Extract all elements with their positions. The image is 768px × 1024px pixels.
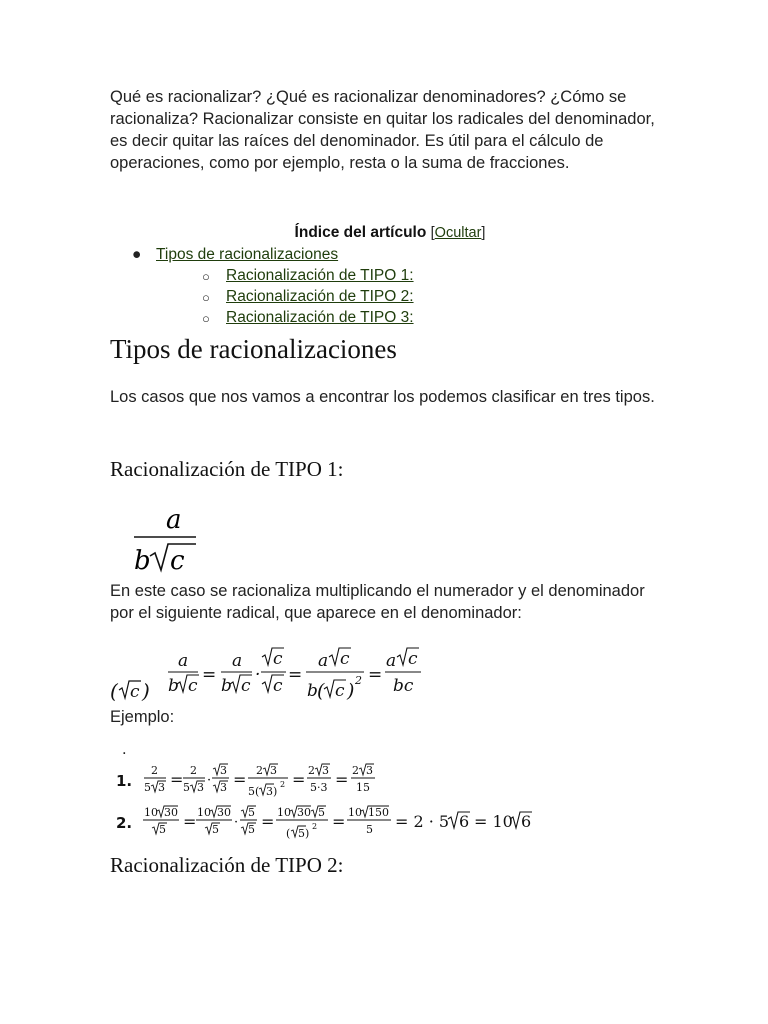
svg-text:(: ( xyxy=(110,679,118,703)
svg-text:2: 2 xyxy=(355,674,362,687)
svg-text:3): 3) xyxy=(266,785,278,798)
svg-text:bc: bc xyxy=(393,676,414,696)
svg-text:c: c xyxy=(340,649,350,669)
svg-text:2: 2 xyxy=(308,764,315,777)
svg-text:=: = xyxy=(292,770,306,789)
tipo1-formula xyxy=(126,500,216,578)
svg-text:=: = xyxy=(233,770,247,789)
toc-subitem xyxy=(110,265,670,286)
svg-text:=: = xyxy=(335,770,349,789)
svg-text:c: c xyxy=(273,649,283,669)
toc-title: Índice del artículo xyxy=(294,224,427,241)
svg-text:= 10: = 10 xyxy=(474,812,513,831)
svg-text:=: = xyxy=(202,665,217,685)
svg-text:30: 30 xyxy=(297,806,311,819)
svg-text:·: · xyxy=(234,815,239,830)
svg-text:): ) xyxy=(142,679,150,703)
svg-text:=: = xyxy=(261,812,275,831)
formula-numerator: a xyxy=(166,505,182,535)
svg-text:2: 2 xyxy=(256,764,263,777)
svg-text:3: 3 xyxy=(270,764,277,777)
bullet-circle-icon: ○ xyxy=(202,269,210,284)
svg-text:30: 30 xyxy=(164,806,178,819)
formula-den-coef: b xyxy=(134,546,151,576)
svg-text:3: 3 xyxy=(366,764,373,777)
svg-text:=: = xyxy=(332,812,346,831)
toc-link-tipo2[interactable]: Racionalización de TIPO 2: xyxy=(226,288,414,305)
svg-text:5: 5 xyxy=(159,823,166,836)
svg-text:a: a xyxy=(178,651,189,671)
toc-link-tipo1[interactable]: Racionalización de TIPO 1: xyxy=(226,267,414,284)
svg-text:·: · xyxy=(255,665,261,685)
svg-text:5: 5 xyxy=(212,823,219,836)
tipo1-title: Racionalización de TIPO 1: xyxy=(110,457,344,481)
example-number-2: 2. xyxy=(116,814,133,832)
svg-text:2: 2 xyxy=(352,764,359,777)
svg-text:=: = xyxy=(368,665,383,685)
section-title: Tipos de racionalizaciones xyxy=(110,334,397,364)
svg-text:2: 2 xyxy=(190,764,197,777)
bullet-disc-icon: ● xyxy=(132,246,142,263)
svg-text:·: · xyxy=(207,773,212,788)
toc-list xyxy=(110,244,670,328)
svg-text:3: 3 xyxy=(197,781,204,794)
svg-text:5: 5 xyxy=(144,781,151,794)
example-2 xyxy=(143,806,532,840)
tipo2-title: Racionalización de TIPO 2: xyxy=(110,853,344,877)
svg-text:5: 5 xyxy=(248,806,255,819)
svg-text:b: b xyxy=(307,681,318,701)
svg-text:(: ( xyxy=(317,680,325,702)
svg-text:3: 3 xyxy=(220,781,227,794)
svg-text:2: 2 xyxy=(151,764,158,777)
svg-text:5: 5 xyxy=(248,823,255,836)
example-1 xyxy=(144,764,375,798)
bullet-circle-icon: ○ xyxy=(202,290,210,305)
svg-text:5·3: 5·3 xyxy=(310,781,328,794)
toc-subitem xyxy=(110,307,670,328)
svg-text:): ) xyxy=(347,680,355,702)
svg-text:150: 150 xyxy=(368,806,389,819)
svg-text:5: 5 xyxy=(318,806,325,819)
table-of-contents xyxy=(110,222,670,328)
svg-text:=: = xyxy=(183,812,197,831)
svg-text:5(: 5( xyxy=(248,785,260,798)
svg-text:30: 30 xyxy=(217,806,231,819)
tipo1-examples xyxy=(114,758,574,852)
svg-text:c: c xyxy=(335,681,345,701)
intro-paragraph: Qué es racionalizar? ¿Qué es racionalizar denominadores? ¿Cómo se racionaliza? Racionalizar consiste en quitar los radicales del denominador, es decir quitar las raíces del denominador. Es útil para el cálculo de operaciones, como por ejemplo, resta o la suma de fracciones. xyxy=(110,88,655,172)
svg-text:a: a xyxy=(318,651,329,671)
svg-text:5: 5 xyxy=(366,823,373,836)
svg-text:(: ( xyxy=(286,827,291,840)
svg-text:= 2 · 5: = 2 · 5 xyxy=(395,812,450,831)
section-body: Los casos que nos vamos a encontrar los podemos clasificar en tres tipos. xyxy=(110,388,655,406)
svg-text:10: 10 xyxy=(197,806,211,819)
svg-text:2: 2 xyxy=(280,780,286,789)
toc-bracket-open: [ xyxy=(430,225,435,241)
svg-text:10: 10 xyxy=(348,806,362,819)
svg-text:=: = xyxy=(170,770,184,789)
toc-link-tipos[interactable]: Tipos de racionalizaciones xyxy=(156,246,339,263)
svg-text:10: 10 xyxy=(277,806,291,819)
svg-text:3: 3 xyxy=(220,764,227,777)
svg-text:3: 3 xyxy=(158,781,165,794)
formula-den-rad: c xyxy=(170,546,185,576)
svg-text:15: 15 xyxy=(356,781,370,794)
toc-bracket-close: ] xyxy=(481,225,486,241)
svg-text:b: b xyxy=(221,676,232,696)
svg-text:c: c xyxy=(408,649,418,669)
svg-text:=: = xyxy=(288,665,303,685)
svg-text:c: c xyxy=(241,676,251,696)
svg-text:2: 2 xyxy=(312,822,318,831)
toc-hide-link[interactable]: Ocultar xyxy=(434,225,482,241)
svg-text:6: 6 xyxy=(521,812,532,831)
svg-text:a: a xyxy=(232,651,243,671)
tipo1-derivation xyxy=(110,644,430,710)
bullet-circle-icon: ○ xyxy=(202,311,210,326)
svg-text:c: c xyxy=(188,676,198,696)
svg-text:b: b xyxy=(168,676,179,696)
svg-text:3: 3 xyxy=(322,764,329,777)
svg-text:c: c xyxy=(273,676,283,696)
svg-text:5: 5 xyxy=(183,781,190,794)
svg-text:10: 10 xyxy=(144,806,158,819)
toc-subitem xyxy=(110,286,670,307)
toc-item xyxy=(110,244,670,265)
tipo1-body: En este caso se racionaliza multiplicando el numerador y el denominador por el siguiente radical, que aparece en el denominador: xyxy=(110,582,645,622)
example-number-1: 1. xyxy=(116,772,133,790)
svg-text:c: c xyxy=(130,682,140,702)
ejemplo-label: Ejemplo: xyxy=(110,708,175,726)
toc-header xyxy=(110,222,670,244)
svg-text:5): 5) xyxy=(298,827,310,840)
toc-link-tipo3[interactable]: Racionalización de TIPO 3: xyxy=(226,309,414,326)
svg-text:a: a xyxy=(386,651,397,671)
list-dot: . xyxy=(122,740,127,758)
svg-text:6: 6 xyxy=(459,812,470,831)
